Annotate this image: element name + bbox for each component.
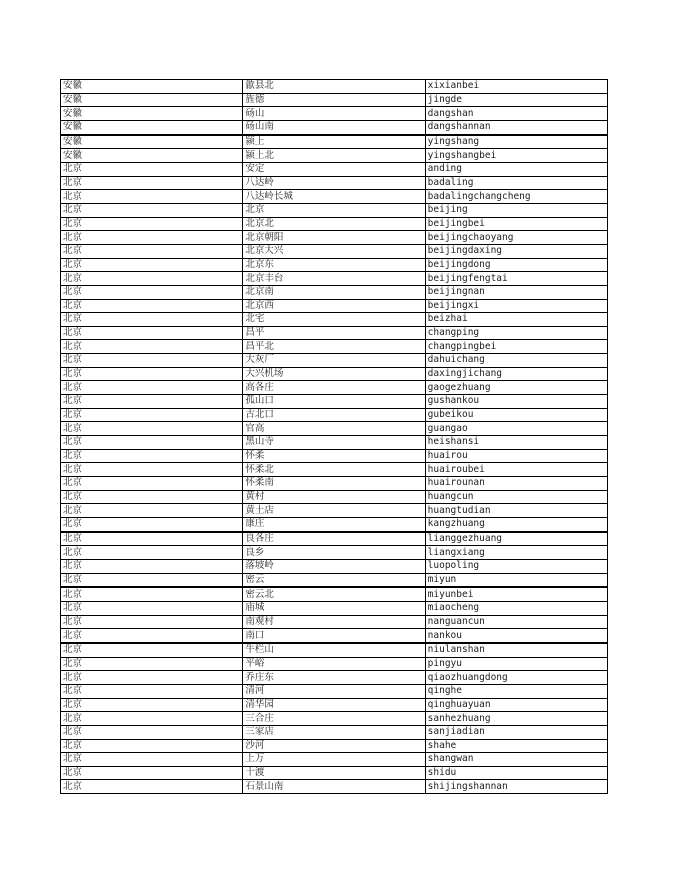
- province-cell: 安徽: [61, 107, 243, 121]
- station-name-cell: 八达岭: [243, 176, 425, 190]
- province-cell: 北京: [61, 422, 243, 436]
- station-name-cell: 南口: [243, 629, 425, 643]
- table-row: [61, 190, 608, 204]
- table-row: [61, 780, 608, 794]
- station-name-cell: 北京北: [243, 217, 425, 231]
- station-name-cell: 大灰厂: [243, 354, 425, 368]
- table-row: [61, 176, 608, 190]
- pinyin-cell: beijingnan: [425, 285, 607, 299]
- pinyin-cell: shidu: [425, 766, 607, 780]
- pinyin-cell: nankou: [425, 629, 607, 643]
- pinyin-cell: huairounan: [425, 477, 607, 491]
- station-name-cell: 北京东: [243, 258, 425, 272]
- province-cell: 北京: [61, 698, 243, 712]
- province-cell: 北京: [61, 176, 243, 190]
- station-name-cell: 北京朝阳: [243, 231, 425, 245]
- province-cell: 北京: [61, 559, 243, 573]
- table-row: [61, 629, 608, 643]
- station-name-cell: 怀柔南: [243, 477, 425, 491]
- table-row: [61, 272, 608, 286]
- pinyin-cell: gaogezhuang: [425, 381, 607, 395]
- province-cell: 北京: [61, 518, 243, 532]
- table-row: [61, 436, 608, 450]
- pinyin-cell: beijing: [425, 203, 607, 217]
- table-row: [61, 367, 608, 381]
- table-row: [61, 518, 608, 532]
- table-row: [61, 340, 608, 354]
- pinyin-cell: huairoubei: [425, 463, 607, 477]
- province-cell: 北京: [61, 162, 243, 176]
- pinyin-cell: qinghe: [425, 684, 607, 698]
- table-row: [61, 135, 608, 149]
- pinyin-cell: gushankou: [425, 395, 607, 409]
- province-cell: 北京: [61, 671, 243, 685]
- table-row: [61, 408, 608, 422]
- table-row: [61, 490, 608, 504]
- station-name-cell: 石景山南: [243, 780, 425, 794]
- province-cell: 安徽: [61, 80, 243, 94]
- province-cell: 北京: [61, 766, 243, 780]
- station-name-cell: 乔庄东: [243, 671, 425, 685]
- station-name-cell: 北京丰台: [243, 272, 425, 286]
- province-cell: 安徽: [61, 149, 243, 163]
- station-table-body: [61, 80, 608, 794]
- province-cell: 北京: [61, 477, 243, 491]
- pinyin-cell: huangcun: [425, 490, 607, 504]
- province-cell: 北京: [61, 449, 243, 463]
- station-name-cell: 北宅: [243, 313, 425, 327]
- station-name-cell: 大兴机场: [243, 367, 425, 381]
- station-name-cell: 歙县北: [243, 80, 425, 94]
- province-cell: 北京: [61, 272, 243, 286]
- table-row: [61, 601, 608, 615]
- pinyin-cell: miaocheng: [425, 601, 607, 615]
- province-cell: 安徽: [61, 120, 243, 134]
- table-row: [61, 532, 608, 546]
- table-row: [61, 422, 608, 436]
- pinyin-cell: sanjiadian: [425, 725, 607, 739]
- pinyin-cell: beijingfengtai: [425, 272, 607, 286]
- station-name-cell: 三家店: [243, 725, 425, 739]
- pinyin-cell: beijingdong: [425, 258, 607, 272]
- station-name-cell: 高各庄: [243, 381, 425, 395]
- province-cell: 北京: [61, 684, 243, 698]
- table-row: [61, 698, 608, 712]
- pinyin-cell: dangshan: [425, 107, 607, 121]
- pinyin-cell: guangao: [425, 422, 607, 436]
- table-row: [61, 381, 608, 395]
- province-cell: 北京: [61, 629, 243, 643]
- station-name-cell: 砀山: [243, 107, 425, 121]
- pinyin-cell: luopoling: [425, 559, 607, 573]
- station-name-cell: 十渡: [243, 766, 425, 780]
- table-row: [61, 354, 608, 368]
- province-cell: 北京: [61, 546, 243, 560]
- province-cell: 北京: [61, 285, 243, 299]
- province-cell: 北京: [61, 258, 243, 272]
- table-row: [61, 643, 608, 657]
- pinyin-cell: badaling: [425, 176, 607, 190]
- pinyin-cell: shahe: [425, 739, 607, 753]
- table-row: [61, 546, 608, 560]
- province-cell: 北京: [61, 354, 243, 368]
- pinyin-cell: yingshang: [425, 135, 607, 149]
- station-name-cell: 黄土店: [243, 504, 425, 518]
- pinyin-cell: dangshannan: [425, 120, 607, 134]
- station-name-cell: 康庄: [243, 518, 425, 532]
- station-name-cell: 北京西: [243, 299, 425, 313]
- table-row: [61, 504, 608, 518]
- province-cell: 北京: [61, 587, 243, 601]
- station-name-cell: 砀山南: [243, 120, 425, 134]
- station-name-cell: 北京: [243, 203, 425, 217]
- table-row: [61, 326, 608, 340]
- table-row: [61, 93, 608, 107]
- pinyin-cell: jingde: [425, 93, 607, 107]
- pinyin-cell: niulanshan: [425, 643, 607, 657]
- province-cell: 北京: [61, 463, 243, 477]
- station-name-cell: 孤山口: [243, 395, 425, 409]
- pinyin-cell: shijingshannan: [425, 780, 607, 794]
- province-cell: 北京: [61, 712, 243, 726]
- pinyin-cell: daxingjichang: [425, 367, 607, 381]
- table-row: [61, 739, 608, 753]
- station-name-cell: 落坡岭: [243, 559, 425, 573]
- station-name-cell: 北京南: [243, 285, 425, 299]
- table-row: [61, 684, 608, 698]
- province-cell: 北京: [61, 490, 243, 504]
- pinyin-cell: qiaozhuangdong: [425, 671, 607, 685]
- table-row: [61, 231, 608, 245]
- station-name-cell: 密云北: [243, 587, 425, 601]
- station-name-cell: 良各庄: [243, 532, 425, 546]
- province-cell: 安徽: [61, 93, 243, 107]
- province-cell: 北京: [61, 340, 243, 354]
- table-row: [61, 203, 608, 217]
- station-name-cell: 古北口: [243, 408, 425, 422]
- pinyin-cell: beijingdaxing: [425, 244, 607, 258]
- pinyin-cell: huangtudian: [425, 504, 607, 518]
- pinyin-cell: dahuichang: [425, 354, 607, 368]
- table-row: [61, 258, 608, 272]
- table-row: [61, 217, 608, 231]
- station-name-cell: 三合庄: [243, 712, 425, 726]
- table-row: [61, 657, 608, 671]
- table-row: [61, 477, 608, 491]
- station-name-cell: 官高: [243, 422, 425, 436]
- province-cell: 北京: [61, 601, 243, 615]
- table-row: [61, 120, 608, 134]
- province-cell: 北京: [61, 532, 243, 546]
- station-name-cell: 上万: [243, 753, 425, 767]
- station-name-cell: 庙城: [243, 601, 425, 615]
- station-name-cell: 怀柔: [243, 449, 425, 463]
- province-cell: 北京: [61, 381, 243, 395]
- station-name-cell: 黑山寺: [243, 436, 425, 450]
- station-name-cell: 旌德: [243, 93, 425, 107]
- province-cell: 北京: [61, 217, 243, 231]
- table-row: [61, 299, 608, 313]
- pinyin-cell: changpingbei: [425, 340, 607, 354]
- province-cell: 北京: [61, 657, 243, 671]
- table-row: [61, 725, 608, 739]
- table-row: [61, 162, 608, 176]
- station-name-cell: 安定: [243, 162, 425, 176]
- pinyin-cell: sanhezhuang: [425, 712, 607, 726]
- pinyin-cell: beizhai: [425, 313, 607, 327]
- province-cell: 北京: [61, 739, 243, 753]
- pinyin-cell: gubeikou: [425, 408, 607, 422]
- table-row: [61, 712, 608, 726]
- pinyin-cell: miyun: [425, 573, 607, 587]
- pinyin-cell: beijingxi: [425, 299, 607, 313]
- pinyin-cell: liangxiang: [425, 546, 607, 560]
- table-row: [61, 671, 608, 685]
- station-name-cell: 怀柔北: [243, 463, 425, 477]
- table-row: [61, 80, 608, 94]
- table-row: [61, 766, 608, 780]
- station-name-cell: 黄村: [243, 490, 425, 504]
- station-table: [60, 79, 608, 794]
- province-cell: 北京: [61, 395, 243, 409]
- table-row: [61, 107, 608, 121]
- table-row: [61, 559, 608, 573]
- pinyin-cell: beijingbei: [425, 217, 607, 231]
- province-cell: 北京: [61, 780, 243, 794]
- province-cell: 北京: [61, 231, 243, 245]
- table-row: [61, 587, 608, 601]
- station-name-cell: 良乡: [243, 546, 425, 560]
- pinyin-cell: heishansi: [425, 436, 607, 450]
- station-name-cell: 清华园: [243, 698, 425, 712]
- pinyin-cell: yingshangbei: [425, 149, 607, 163]
- table-row: [61, 573, 608, 587]
- pinyin-cell: beijingchaoyang: [425, 231, 607, 245]
- station-name-cell: 平峪: [243, 657, 425, 671]
- province-cell: 安徽: [61, 135, 243, 149]
- province-cell: 北京: [61, 725, 243, 739]
- pinyin-cell: nanguancun: [425, 615, 607, 629]
- station-name-cell: 清河: [243, 684, 425, 698]
- station-name-cell: 颍上: [243, 135, 425, 149]
- station-name-cell: 密云: [243, 573, 425, 587]
- table-row: [61, 449, 608, 463]
- pinyin-cell: pingyu: [425, 657, 607, 671]
- pinyin-cell: shangwan: [425, 753, 607, 767]
- province-cell: 北京: [61, 190, 243, 204]
- station-name-cell: 八达岭长城: [243, 190, 425, 204]
- pinyin-cell: changping: [425, 326, 607, 340]
- province-cell: 北京: [61, 436, 243, 450]
- table-row: [61, 244, 608, 258]
- province-cell: 北京: [61, 753, 243, 767]
- province-cell: 北京: [61, 643, 243, 657]
- province-cell: 北京: [61, 244, 243, 258]
- station-name-cell: 沙河: [243, 739, 425, 753]
- table-row: [61, 753, 608, 767]
- table-row: [61, 463, 608, 477]
- province-cell: 北京: [61, 615, 243, 629]
- pinyin-cell: kangzhuang: [425, 518, 607, 532]
- province-cell: 北京: [61, 504, 243, 518]
- province-cell: 北京: [61, 367, 243, 381]
- table-row: [61, 395, 608, 409]
- table-row: [61, 615, 608, 629]
- province-cell: 北京: [61, 326, 243, 340]
- pinyin-cell: lianggezhuang: [425, 532, 607, 546]
- pinyin-cell: anding: [425, 162, 607, 176]
- pinyin-cell: badalingchangcheng: [425, 190, 607, 204]
- station-name-cell: 昌平: [243, 326, 425, 340]
- table-row: [61, 313, 608, 327]
- pinyin-cell: huairou: [425, 449, 607, 463]
- province-cell: 北京: [61, 408, 243, 422]
- pinyin-cell: qinghuayuan: [425, 698, 607, 712]
- table-row: [61, 285, 608, 299]
- province-cell: 北京: [61, 299, 243, 313]
- province-cell: 北京: [61, 573, 243, 587]
- province-cell: 北京: [61, 203, 243, 217]
- station-name-cell: 昌平北: [243, 340, 425, 354]
- station-name-cell: 北京大兴: [243, 244, 425, 258]
- station-name-cell: 南观村: [243, 615, 425, 629]
- pinyin-cell: miyunbei: [425, 587, 607, 601]
- province-cell: 北京: [61, 313, 243, 327]
- pinyin-cell: xixianbei: [425, 80, 607, 94]
- station-name-cell: 牛栏山: [243, 643, 425, 657]
- table-row: [61, 149, 608, 163]
- station-name-cell: 颍上北: [243, 149, 425, 163]
